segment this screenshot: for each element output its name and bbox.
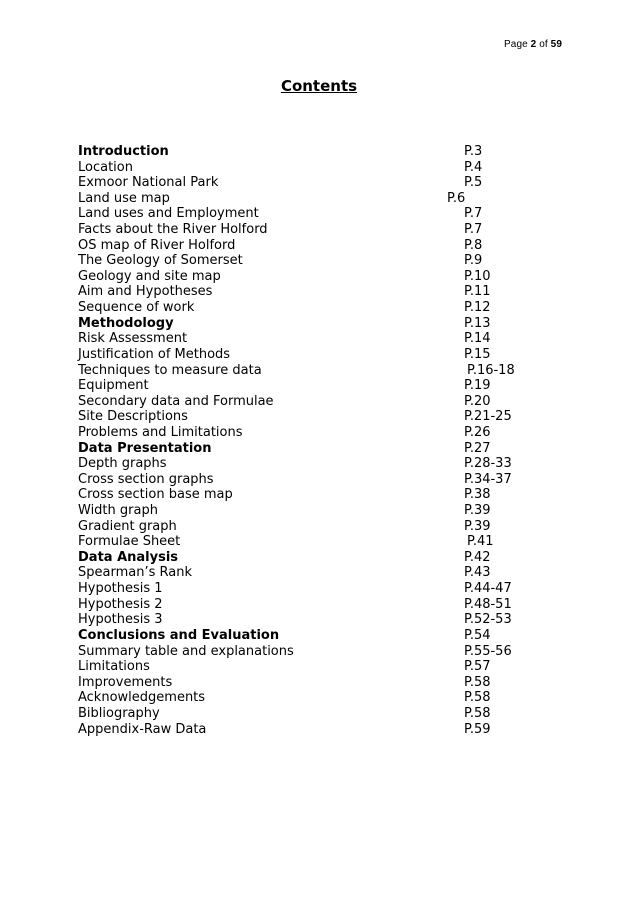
- toc-entry: [78, 222, 558, 238]
- toc-entry-page: P.54: [464, 627, 491, 643]
- toc-entry-page: P.11: [464, 284, 491, 300]
- toc-entry-label: Data Analysis: [78, 549, 179, 565]
- toc-entry: [78, 597, 558, 613]
- toc-entry: [78, 722, 558, 738]
- toc-entry-label: Risk Assessment: [78, 331, 188, 347]
- toc-entry: [78, 644, 558, 660]
- toc-entry-label: Land uses and Employment: [78, 206, 259, 222]
- toc-entry: [78, 581, 558, 597]
- toc-entry-page: P.27: [464, 440, 491, 456]
- toc-entry: [78, 284, 558, 300]
- toc-entry: [78, 503, 558, 519]
- toc-section-heading: [78, 144, 558, 160]
- toc-entry-page: P.9: [464, 253, 483, 269]
- toc-entry: [78, 363, 558, 379]
- toc-entry-page: P.7: [464, 222, 483, 238]
- toc-entry-label: Formulae Sheet: [78, 534, 181, 550]
- toc-entry-label: Secondary data and Formulae: [78, 393, 274, 409]
- toc-entry-page: P.26: [464, 424, 491, 440]
- toc-entry-page: P.57: [464, 659, 491, 675]
- toc-entry-label: Equipment: [78, 378, 149, 394]
- page-total: 59: [550, 39, 562, 50]
- toc-entry-page: P.34-37: [464, 471, 512, 487]
- toc-entry-page: P.19: [464, 378, 491, 394]
- toc-entry: [78, 565, 558, 581]
- toc-section-heading: [78, 628, 558, 644]
- toc-entry-label: Cross section base map: [78, 487, 233, 503]
- toc-entry-label: Techniques to measure data: [78, 362, 262, 378]
- toc-entry: [78, 347, 558, 363]
- toc-entry-page: P.12: [464, 300, 491, 316]
- toc-entry-label: Summary table and explanations: [78, 643, 294, 659]
- toc-entry-label: Cross section graphs: [78, 471, 214, 487]
- toc-entry-label: Hypothesis 1: [78, 581, 163, 597]
- toc-entry: [78, 675, 558, 691]
- toc-entry: [78, 612, 558, 628]
- toc-section-heading: [78, 316, 558, 332]
- toc-entry: [78, 378, 558, 394]
- toc-entry-label: Depth graphs: [78, 456, 167, 472]
- toc-entry-page: P.28-33: [464, 456, 512, 472]
- toc-entry-page: P.58: [464, 690, 491, 706]
- toc-section-heading: [78, 550, 558, 566]
- toc-entry-label: Geology and site map: [78, 268, 221, 284]
- toc-entry-page: P.14: [464, 331, 491, 347]
- toc-entry-page: P.6: [447, 190, 466, 206]
- toc-entry-label: Conclusions and Evaluation: [78, 627, 280, 643]
- toc-entry: [78, 206, 558, 222]
- toc-entry-page: P.58: [464, 705, 491, 721]
- toc-entry: [78, 690, 558, 706]
- toc-entry-label: Hypothesis 2: [78, 596, 163, 612]
- toc-entry-label: Bibliography: [78, 705, 160, 721]
- toc-entry-label: Limitations: [78, 659, 150, 675]
- toc-entry-page: P.16-18: [467, 362, 515, 378]
- toc-entry-label: Facts about the River Holford: [78, 222, 268, 238]
- toc-entry: [78, 331, 558, 347]
- toc-entry-page: P.20: [464, 393, 491, 409]
- toc-entry: [78, 534, 558, 550]
- toc-entry-page: P.38: [464, 487, 491, 503]
- toc-entry-label: OS map of River Holford: [78, 237, 236, 253]
- toc-entry: [78, 238, 558, 254]
- toc-entry-page: P.5: [464, 175, 483, 191]
- toc-entry: [78, 253, 558, 269]
- toc-entry-page: P.55-56: [464, 643, 512, 659]
- toc-entry-page: P.7: [464, 206, 483, 222]
- toc-entry-label: Problems and Limitations: [78, 424, 243, 440]
- toc-entry-label: Land use map: [78, 190, 170, 206]
- toc-entry-page: P.13: [464, 315, 491, 331]
- toc-entry-page: P.58: [464, 674, 491, 690]
- toc-entry-label: Appendix-Raw Data: [78, 721, 207, 737]
- toc-entry-page: P.21-25: [464, 409, 512, 425]
- toc-entry-label: Exmoor National Park: [78, 175, 219, 191]
- toc-entry: [78, 706, 558, 722]
- toc-entry-page: P.10: [464, 268, 491, 284]
- toc-entry: [78, 425, 558, 441]
- toc-entry: [78, 659, 558, 675]
- toc-entry: [78, 394, 558, 410]
- toc-entry-page: P.52-53: [464, 612, 512, 628]
- toc-entry: [78, 519, 558, 535]
- toc-entry: [78, 300, 558, 316]
- toc-entry-label: Site Descriptions: [78, 409, 188, 425]
- toc-entry: [78, 175, 558, 191]
- toc-entry-label: Justification of Methods: [78, 346, 231, 362]
- toc-entry-label: Introduction: [78, 144, 169, 159]
- toc-entry-page: P.4: [464, 159, 483, 175]
- toc-entry-page: P.39: [464, 503, 491, 519]
- toc-entry-page: P.42: [464, 549, 491, 565]
- table-of-contents: [78, 144, 558, 737]
- toc-entry: [78, 472, 558, 488]
- toc-entry-page: P.3: [464, 144, 483, 159]
- page-current: 2: [530, 39, 537, 50]
- toc-entry-label: Improvements: [78, 674, 173, 690]
- toc-entry-label: Gradient graph: [78, 518, 177, 534]
- toc-entry-page: P.43: [464, 565, 491, 581]
- toc-entry: [78, 487, 558, 503]
- toc-entry-label: Width graph: [78, 503, 158, 519]
- toc-section-heading: [78, 441, 558, 457]
- toc-entry-label: Location: [78, 159, 133, 175]
- toc-entry-label: Hypothesis 3: [78, 612, 163, 628]
- toc-entry-page: P.48-51: [464, 596, 512, 612]
- page-of: of: [539, 39, 548, 50]
- toc-entry-page: P.8: [464, 237, 483, 253]
- page-prefix: Page: [504, 39, 528, 50]
- toc-entry: [78, 269, 558, 285]
- toc-entry: [78, 409, 558, 425]
- toc-entry: [78, 456, 558, 472]
- toc-entry-page: P.41: [467, 534, 494, 550]
- toc-entry-label: Data Presentation: [78, 440, 212, 456]
- toc-entry-page: P.15: [464, 346, 491, 362]
- toc-entry: [78, 160, 558, 176]
- toc-entry: [78, 191, 558, 207]
- toc-entry-label: The Geology of Somerset: [78, 253, 243, 269]
- page-title: Contents: [280, 77, 358, 95]
- toc-entry-label: Methodology: [78, 315, 174, 331]
- toc-entry-page: P.44-47: [464, 581, 512, 597]
- toc-entry-label: Spearman’s Rank: [78, 565, 192, 581]
- toc-entry-label: Aim and Hypotheses: [78, 284, 213, 300]
- page-number: [504, 39, 562, 50]
- toc-entry-label: Sequence of work: [78, 300, 195, 316]
- toc-entry-page: P.39: [464, 518, 491, 534]
- toc-entry-page: P.59: [464, 721, 491, 737]
- toc-entry-label: Acknowledgements: [78, 690, 206, 706]
